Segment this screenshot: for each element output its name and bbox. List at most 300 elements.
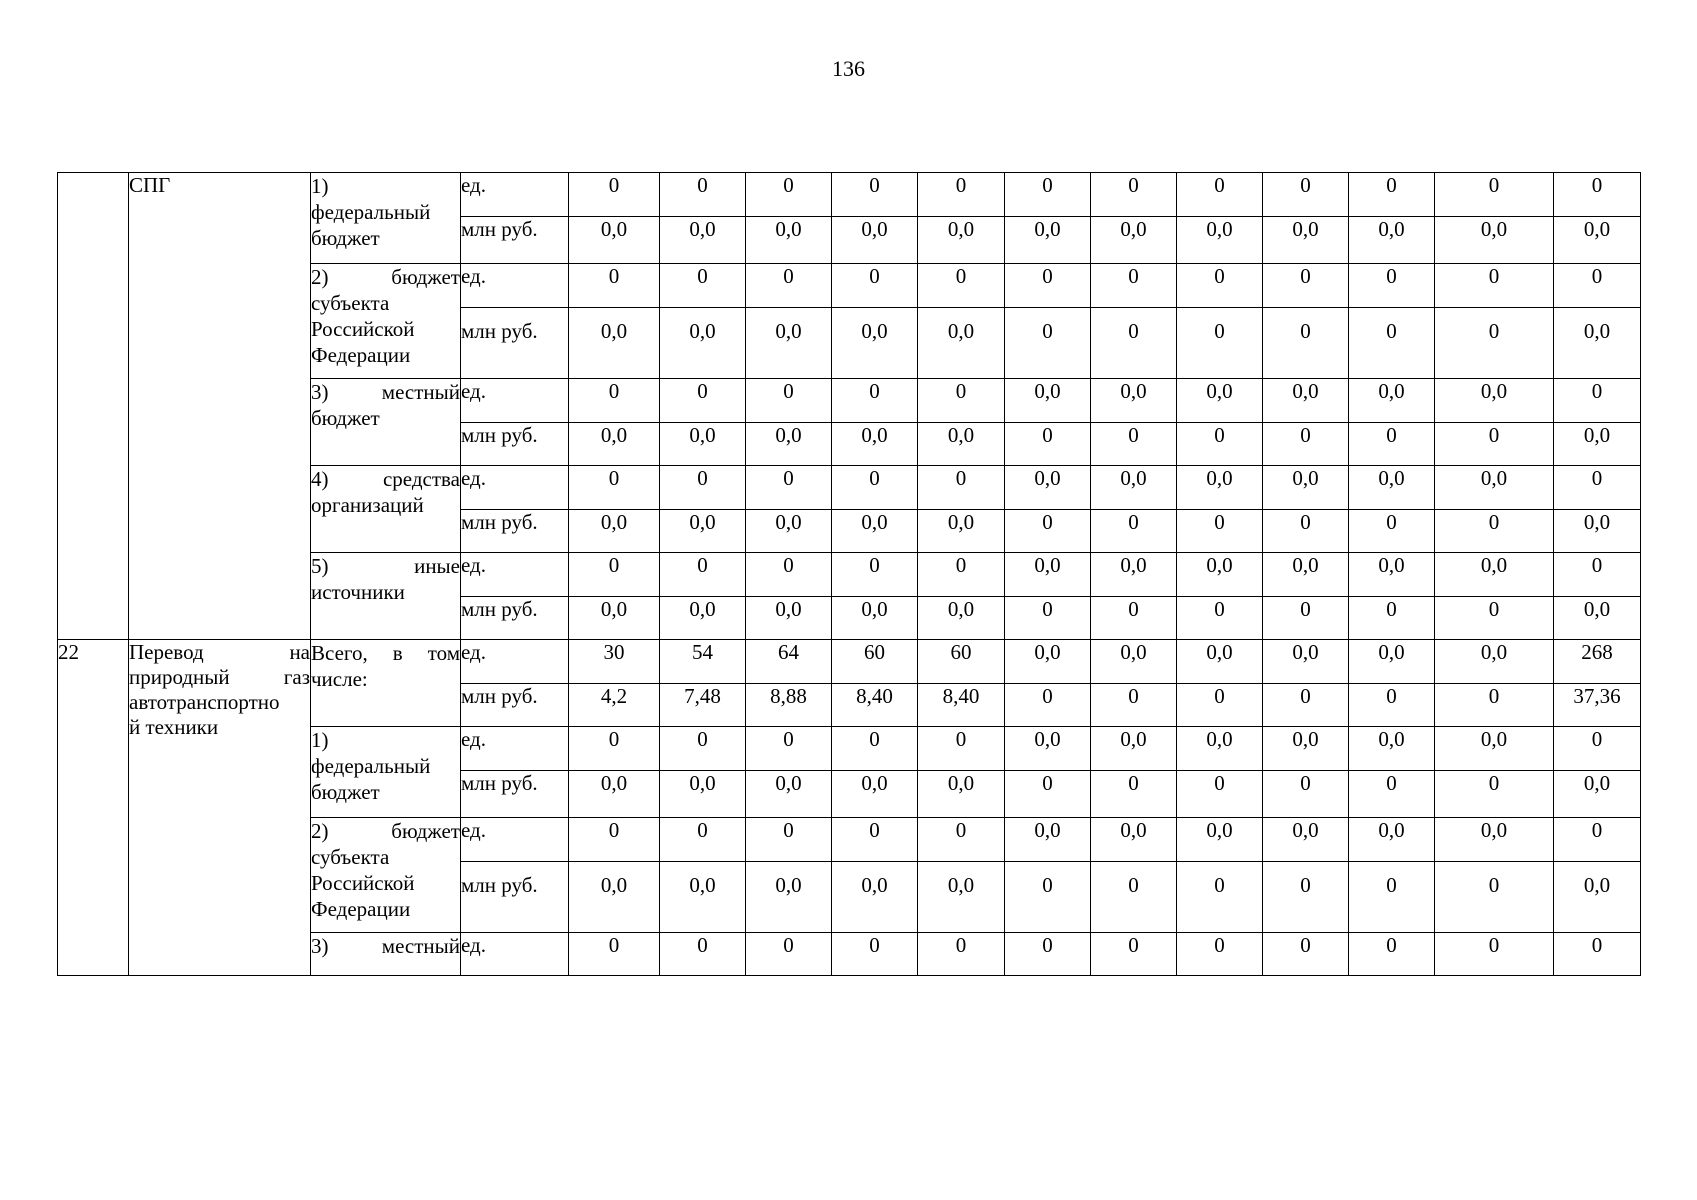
value: 0 bbox=[955, 933, 967, 957]
funding-source-line: 5) иные bbox=[311, 554, 460, 578]
value: 0 bbox=[1042, 933, 1053, 957]
value-cell bbox=[1005, 308, 1091, 379]
unit-cell bbox=[461, 597, 569, 640]
value-cell bbox=[918, 423, 1005, 466]
value-cell bbox=[1435, 640, 1554, 684]
value-cell bbox=[569, 173, 660, 217]
value-cell bbox=[1091, 553, 1177, 597]
value-cell bbox=[1177, 308, 1263, 379]
value-cell bbox=[1263, 818, 1349, 862]
table-row bbox=[58, 640, 1641, 684]
value: 0,0 bbox=[861, 771, 888, 795]
budget-table bbox=[57, 172, 1641, 976]
value: 0,0 bbox=[775, 771, 802, 795]
funding-source-line: 3) местный bbox=[311, 380, 460, 404]
value: 0 bbox=[1591, 818, 1603, 842]
value-cell bbox=[1349, 727, 1435, 771]
unit-label: ед. bbox=[461, 818, 486, 842]
value-cell bbox=[1005, 818, 1091, 862]
value-cell bbox=[660, 466, 746, 510]
value-cell bbox=[746, 379, 832, 423]
value-cell bbox=[1349, 379, 1435, 423]
value-cell bbox=[660, 510, 746, 553]
value: 0 bbox=[608, 933, 620, 957]
value-cell bbox=[1263, 217, 1349, 264]
value: 0,0 bbox=[775, 319, 802, 343]
value-cell bbox=[1177, 173, 1263, 217]
value: 0 bbox=[869, 173, 880, 197]
value: 0 bbox=[1128, 933, 1139, 957]
value-cell bbox=[832, 818, 918, 862]
value-cell bbox=[1435, 818, 1554, 862]
value-cell bbox=[746, 423, 832, 466]
value: 0,0 bbox=[1583, 319, 1611, 343]
value-cell bbox=[1005, 423, 1091, 466]
value: 0 bbox=[1042, 771, 1053, 795]
value-cell bbox=[832, 553, 918, 597]
value: 0 bbox=[697, 933, 708, 957]
value: 0,0 bbox=[600, 423, 628, 447]
value-cell bbox=[1349, 933, 1435, 976]
value-cell bbox=[660, 818, 746, 862]
unit-cell bbox=[461, 684, 569, 727]
funding-source-cell bbox=[311, 640, 461, 727]
value: 0,0 bbox=[1206, 640, 1233, 664]
value: 0,0 bbox=[600, 217, 628, 241]
value-cell bbox=[1005, 553, 1091, 597]
value: 0 bbox=[1128, 264, 1139, 288]
unit-cell bbox=[461, 933, 569, 976]
value: 0,0 bbox=[861, 319, 888, 343]
value: 0 bbox=[1300, 933, 1311, 957]
value: 0 bbox=[1300, 510, 1311, 534]
value-cell bbox=[1435, 423, 1554, 466]
value: 0 bbox=[1214, 173, 1225, 197]
value: 268 bbox=[1581, 640, 1613, 664]
value-cell bbox=[918, 510, 1005, 553]
value-cell bbox=[1091, 173, 1177, 217]
value: 0 bbox=[1214, 597, 1225, 621]
unit-label: млн руб. bbox=[461, 510, 538, 534]
value: 0,0 bbox=[1583, 423, 1611, 447]
value-cell bbox=[1554, 684, 1641, 727]
unit-label: ед. bbox=[461, 727, 486, 751]
value: 0 bbox=[608, 466, 620, 490]
value: 0 bbox=[955, 553, 967, 577]
funding-source-line: бюджет bbox=[311, 406, 380, 430]
funding-source-line: 4) средства bbox=[311, 467, 460, 491]
value-cell bbox=[746, 771, 832, 818]
value-cell bbox=[1554, 862, 1641, 933]
funding-source-line: числе: bbox=[311, 667, 368, 691]
unit-label: млн руб. bbox=[461, 771, 538, 795]
value-cell bbox=[1177, 423, 1263, 466]
value-cell bbox=[832, 684, 918, 727]
value-cell bbox=[746, 553, 832, 597]
unit-cell bbox=[461, 553, 569, 597]
value-cell bbox=[1554, 423, 1641, 466]
value: 0 bbox=[1042, 684, 1053, 708]
value-cell bbox=[918, 933, 1005, 976]
value-cell bbox=[1005, 727, 1091, 771]
value-cell bbox=[832, 597, 918, 640]
funding-source-line: источники bbox=[311, 580, 405, 604]
value: 0 bbox=[1591, 933, 1603, 957]
unit-cell bbox=[461, 264, 569, 308]
value: 54 bbox=[692, 640, 713, 664]
value-cell bbox=[660, 684, 746, 727]
value-cell bbox=[1435, 933, 1554, 976]
value-cell bbox=[1554, 933, 1641, 976]
value: 0 bbox=[1591, 379, 1603, 403]
value: 0 bbox=[1591, 264, 1603, 288]
value-cell bbox=[1349, 640, 1435, 684]
value-cell bbox=[1554, 771, 1641, 818]
page-number: 136 bbox=[832, 56, 865, 81]
measure-name-cell bbox=[129, 173, 311, 640]
value: 60 bbox=[864, 640, 885, 664]
value-cell bbox=[1554, 379, 1641, 423]
value: 0 bbox=[1386, 423, 1397, 447]
unit-cell bbox=[461, 771, 569, 818]
value-cell bbox=[1349, 173, 1435, 217]
value-cell bbox=[660, 933, 746, 976]
value: 0,0 bbox=[1120, 553, 1147, 577]
value-cell bbox=[569, 553, 660, 597]
value: 0 bbox=[1042, 873, 1053, 897]
value: 0 bbox=[1214, 510, 1225, 534]
value: 0 bbox=[608, 379, 620, 403]
value: 0 bbox=[1128, 771, 1139, 795]
value: 0,0 bbox=[1034, 466, 1061, 490]
value-cell bbox=[1177, 818, 1263, 862]
value: 0,0 bbox=[1378, 553, 1405, 577]
value-cell bbox=[1263, 597, 1349, 640]
funding-source-line: федеральный bbox=[311, 754, 431, 778]
value-cell bbox=[832, 727, 918, 771]
funding-source-cell bbox=[311, 466, 461, 553]
value-cell bbox=[1554, 553, 1641, 597]
value: 0 bbox=[1128, 510, 1139, 534]
value: 0,0 bbox=[689, 873, 716, 897]
value: 0,0 bbox=[1034, 727, 1061, 751]
value-cell bbox=[660, 862, 746, 933]
value: 0 bbox=[608, 553, 620, 577]
value-cell bbox=[1091, 862, 1177, 933]
value: 0 bbox=[869, 264, 880, 288]
value-cell bbox=[746, 933, 832, 976]
value: 0,0 bbox=[1583, 597, 1611, 621]
value-cell bbox=[1554, 597, 1641, 640]
value-cell bbox=[1263, 553, 1349, 597]
value-cell bbox=[1263, 173, 1349, 217]
measure-name-cell bbox=[129, 640, 311, 976]
value-cell bbox=[1005, 862, 1091, 933]
value-cell bbox=[1005, 510, 1091, 553]
value: 0 bbox=[783, 727, 794, 751]
value: 0 bbox=[1386, 771, 1397, 795]
value-cell bbox=[1091, 771, 1177, 818]
value-cell bbox=[1005, 379, 1091, 423]
funding-source-cell bbox=[311, 173, 461, 264]
value: 0 bbox=[1488, 423, 1500, 447]
value: 0,0 bbox=[689, 319, 716, 343]
value-cell bbox=[660, 308, 746, 379]
value-cell bbox=[746, 597, 832, 640]
value: 0 bbox=[955, 818, 967, 842]
value-cell bbox=[1435, 379, 1554, 423]
value: 0 bbox=[1300, 771, 1311, 795]
value: 0 bbox=[1386, 264, 1397, 288]
value-cell bbox=[1263, 771, 1349, 818]
value: 0,0 bbox=[775, 217, 802, 241]
value: 0 bbox=[697, 818, 708, 842]
value-cell bbox=[918, 727, 1005, 771]
value: 0 bbox=[608, 727, 620, 751]
value: 0,0 bbox=[1378, 818, 1405, 842]
value: 0,0 bbox=[1206, 379, 1233, 403]
value: 60 bbox=[950, 640, 972, 664]
value: 0 bbox=[1042, 423, 1053, 447]
value: 4,2 bbox=[600, 684, 628, 708]
funding-source-line: 2) бюджет bbox=[311, 265, 460, 289]
value: 0 bbox=[1591, 173, 1603, 197]
value-cell bbox=[918, 466, 1005, 510]
value-cell bbox=[832, 423, 918, 466]
measure-name-line: автотранспортно bbox=[129, 690, 280, 714]
value-cell bbox=[1263, 379, 1349, 423]
funding-source-line: бюджет bbox=[311, 780, 380, 804]
value: 0,0 bbox=[1378, 640, 1405, 664]
value: 0,0 bbox=[1034, 553, 1061, 577]
value-cell bbox=[1177, 264, 1263, 308]
value-cell bbox=[1435, 862, 1554, 933]
value-cell bbox=[1263, 727, 1349, 771]
value-cell bbox=[1349, 510, 1435, 553]
value: 0,0 bbox=[1120, 217, 1147, 241]
funding-source-line: Федерации bbox=[311, 343, 411, 367]
value: 0,0 bbox=[1120, 818, 1147, 842]
value-cell bbox=[1435, 510, 1554, 553]
value: 0,0 bbox=[1292, 553, 1319, 577]
value: 30 bbox=[603, 640, 625, 664]
value-cell bbox=[1091, 597, 1177, 640]
value-cell bbox=[918, 818, 1005, 862]
value: 0,0 bbox=[1120, 379, 1147, 403]
value-cell bbox=[1554, 466, 1641, 510]
value: 0 bbox=[1300, 173, 1311, 197]
value: 0,0 bbox=[775, 597, 802, 621]
value: 0,0 bbox=[600, 597, 628, 621]
value-cell bbox=[660, 640, 746, 684]
value-cell bbox=[1005, 264, 1091, 308]
value-cell bbox=[1177, 933, 1263, 976]
row-number-cell bbox=[58, 173, 129, 640]
value-cell bbox=[918, 862, 1005, 933]
value: 0,0 bbox=[1378, 466, 1405, 490]
value-cell bbox=[1349, 308, 1435, 379]
value: 0,0 bbox=[861, 597, 888, 621]
value: 0 bbox=[869, 818, 880, 842]
unit-cell bbox=[461, 379, 569, 423]
value-cell bbox=[569, 862, 660, 933]
value: 0 bbox=[1591, 727, 1603, 751]
unit-cell bbox=[461, 466, 569, 510]
value-cell bbox=[832, 217, 918, 264]
value-cell bbox=[1177, 727, 1263, 771]
row-number-cell bbox=[58, 640, 129, 976]
value: 0 bbox=[1214, 423, 1225, 447]
value-cell bbox=[918, 217, 1005, 264]
value: 0 bbox=[1386, 510, 1397, 534]
value: 0,0 bbox=[861, 423, 888, 447]
value: 0,0 bbox=[861, 873, 888, 897]
value: 0 bbox=[1488, 264, 1500, 288]
value: 0,0 bbox=[1292, 379, 1319, 403]
value-cell bbox=[569, 933, 660, 976]
value: 0,0 bbox=[947, 597, 975, 621]
value: 0 bbox=[697, 553, 708, 577]
value: 0,0 bbox=[1034, 217, 1061, 241]
value-cell bbox=[832, 264, 918, 308]
value: 0 bbox=[1042, 319, 1053, 343]
value-cell bbox=[1177, 771, 1263, 818]
value-cell bbox=[746, 510, 832, 553]
value-cell bbox=[746, 818, 832, 862]
value: 0,0 bbox=[775, 510, 802, 534]
value-cell bbox=[1435, 771, 1554, 818]
value-cell bbox=[918, 553, 1005, 597]
value-cell bbox=[1349, 862, 1435, 933]
value-cell bbox=[832, 771, 918, 818]
value: 0,0 bbox=[600, 510, 628, 534]
value-cell bbox=[1349, 553, 1435, 597]
measure-name-line: Перевод на bbox=[129, 640, 310, 664]
value: 0 bbox=[1300, 684, 1311, 708]
value: 0,0 bbox=[1480, 553, 1508, 577]
value-cell bbox=[660, 173, 746, 217]
funding-source-line: 2) бюджет bbox=[311, 819, 460, 843]
value: 0 bbox=[783, 818, 794, 842]
unit-cell bbox=[461, 640, 569, 684]
value-cell bbox=[1435, 217, 1554, 264]
value-cell bbox=[1091, 466, 1177, 510]
value: 0,0 bbox=[1206, 217, 1233, 241]
value: 0,0 bbox=[947, 873, 975, 897]
value-cell bbox=[1177, 466, 1263, 510]
value: 0 bbox=[783, 466, 794, 490]
value-cell bbox=[569, 466, 660, 510]
value-cell bbox=[1349, 597, 1435, 640]
value: 0 bbox=[697, 379, 708, 403]
funding-source-line: 1) bbox=[311, 174, 329, 198]
measure-name-line: й техники bbox=[129, 715, 219, 739]
value: 8,88 bbox=[770, 684, 807, 708]
value-cell bbox=[1177, 510, 1263, 553]
value-cell bbox=[1091, 818, 1177, 862]
value: 0,0 bbox=[1583, 510, 1611, 534]
value: 0 bbox=[1128, 684, 1139, 708]
value: 0,0 bbox=[947, 771, 975, 795]
value: 0,0 bbox=[861, 217, 888, 241]
value: 0,0 bbox=[1480, 379, 1508, 403]
unit-label: ед. bbox=[461, 553, 486, 577]
value: 0,0 bbox=[1034, 640, 1061, 664]
value: 0 bbox=[783, 264, 794, 288]
value: 0 bbox=[1300, 319, 1311, 343]
value: 0 bbox=[1488, 597, 1500, 621]
unit-label: ед. bbox=[461, 933, 486, 957]
value: 0,0 bbox=[1583, 873, 1611, 897]
unit-cell bbox=[461, 510, 569, 553]
value-cell bbox=[569, 640, 660, 684]
value: 0,0 bbox=[1583, 217, 1611, 241]
unit-label: млн руб. bbox=[461, 684, 538, 708]
value: 0 bbox=[783, 553, 794, 577]
value-cell bbox=[832, 308, 918, 379]
funding-source-line: субъекта bbox=[311, 291, 390, 315]
value-cell bbox=[746, 308, 832, 379]
value-cell bbox=[1091, 217, 1177, 264]
value: 0,0 bbox=[1480, 727, 1508, 751]
value-cell bbox=[1263, 308, 1349, 379]
value: 0,0 bbox=[600, 873, 628, 897]
value: 0 bbox=[869, 553, 880, 577]
value-cell bbox=[746, 173, 832, 217]
value-cell bbox=[1349, 466, 1435, 510]
value-cell bbox=[918, 308, 1005, 379]
value: 0,0 bbox=[947, 217, 975, 241]
value-cell bbox=[1177, 862, 1263, 933]
value-cell bbox=[569, 597, 660, 640]
value-cell bbox=[569, 379, 660, 423]
value: 0 bbox=[697, 466, 708, 490]
value: 8,40 bbox=[856, 684, 893, 708]
value-cell bbox=[1349, 217, 1435, 264]
value-cell bbox=[1263, 933, 1349, 976]
value: 0 bbox=[1386, 933, 1397, 957]
value-cell bbox=[1005, 597, 1091, 640]
value-cell bbox=[1435, 727, 1554, 771]
value: 0 bbox=[1386, 319, 1397, 343]
value: 0 bbox=[608, 818, 620, 842]
funding-source-line: 3) местный bbox=[311, 934, 460, 958]
value: 0 bbox=[697, 264, 708, 288]
value: 0,0 bbox=[947, 510, 975, 534]
value: 0,0 bbox=[775, 873, 802, 897]
value: 0,0 bbox=[1206, 553, 1233, 577]
value: 0 bbox=[1300, 873, 1311, 897]
value: 0 bbox=[783, 173, 794, 197]
value-cell bbox=[918, 771, 1005, 818]
unit-cell bbox=[461, 727, 569, 771]
value: 0 bbox=[1488, 319, 1500, 343]
value: 0 bbox=[1488, 873, 1500, 897]
value: 0 bbox=[1488, 684, 1500, 708]
value-cell bbox=[1263, 264, 1349, 308]
value-cell bbox=[1554, 173, 1641, 217]
value-cell bbox=[1349, 818, 1435, 862]
value: 8,40 bbox=[942, 684, 980, 708]
value: 0 bbox=[1128, 319, 1139, 343]
value: 0 bbox=[1128, 597, 1139, 621]
value: 0 bbox=[955, 173, 967, 197]
value-cell bbox=[832, 466, 918, 510]
value: 0,0 bbox=[1378, 727, 1405, 751]
value: 0 bbox=[1300, 423, 1311, 447]
value: 0,0 bbox=[689, 771, 716, 795]
value: 0 bbox=[1488, 173, 1500, 197]
